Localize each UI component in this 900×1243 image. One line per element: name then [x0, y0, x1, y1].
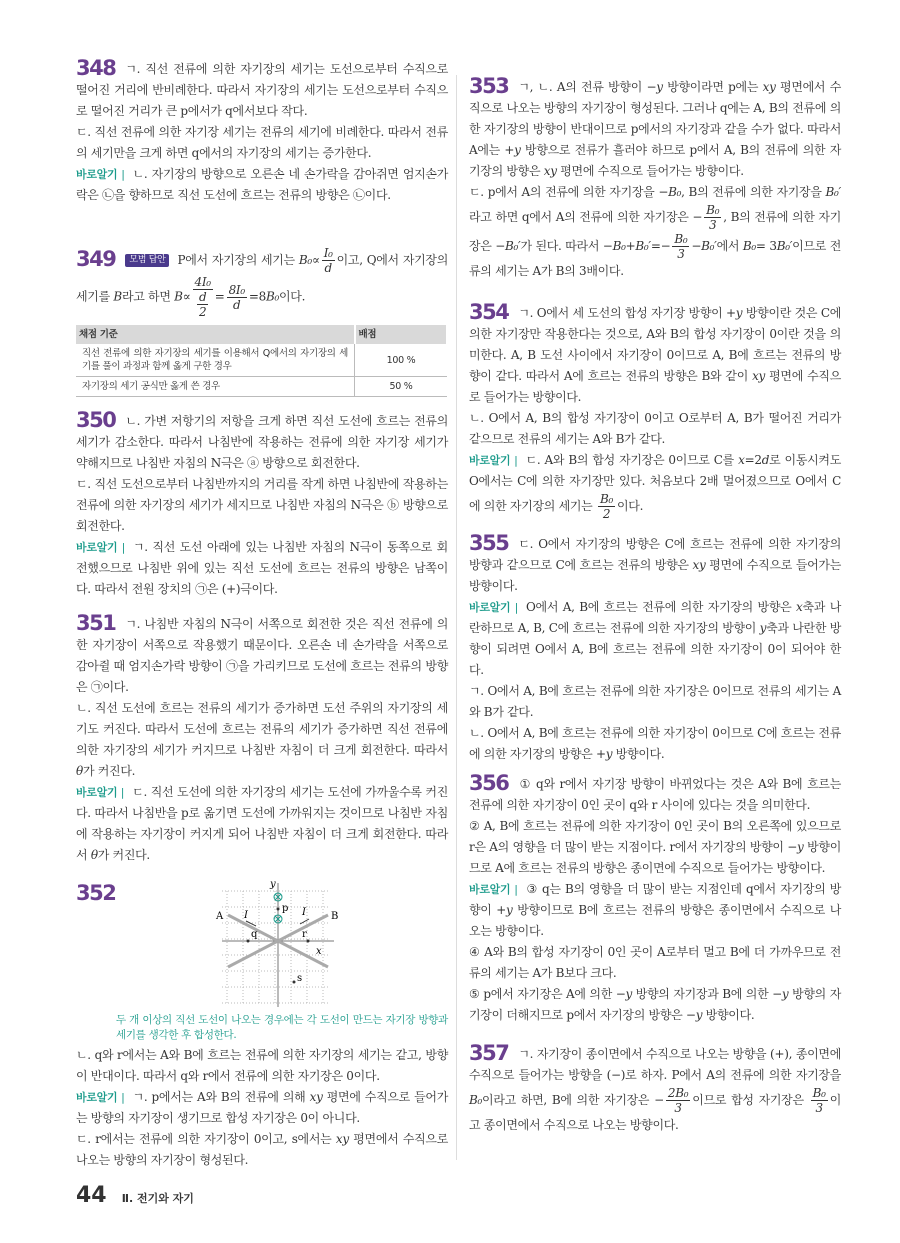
table-header: 배점 [355, 325, 448, 344]
math-variable: y [514, 143, 521, 157]
text-run: ㄷ. 직선 도선으로부터 나침반까지의 거리를 작게 하면 나침반에 작용하는 전류에 의한 자기장의 세기가 세지므로 나침반 자침의 N극은 ⓑ 방향으로 회전한다. [76, 477, 448, 533]
answer-paragraph [469, 76, 841, 182]
math-variable: xy [543, 164, 557, 178]
problem-355 [469, 533, 841, 765]
fraction [811, 1086, 828, 1115]
text-run: ㄴ. 직선 도선에 흐르는 전류의 세기가 증가하면 도선 주위의 자기장의 세기도 커진다. 따라서 도선에 흐르는 전류의 세기가 증가하면 직선 전류에 의한 자기장의 세기가 커지므로 나침반 자침이 더 크게 회전한다. 따라서 [76, 701, 448, 757]
text-run: =2 [744, 453, 762, 467]
text-run: ③ q는 B의 영향을 더 많이 받는 지점인데 q에서 자기장의 방향이 + [469, 882, 841, 917]
text-run: 방향의 자기장이 더해지므로 p에서 자기장의 방향은 − [469, 987, 841, 1022]
answer-paragraph [469, 816, 841, 879]
text-run: ㄱ. p에서는 A와 B의 전류에 의해 [132, 1090, 310, 1104]
text-run: 이고 종이면에서 수직으로 나오는 방향이다. [469, 1093, 841, 1132]
numerator: B₀ [599, 492, 614, 506]
answer-paragraph [76, 122, 448, 164]
text-run: ㄱ, ㄴ. A의 전류 방향이 − [518, 80, 657, 94]
text-run: 이므로 전류의 세기는 A가 B의 3배이다. [469, 239, 842, 278]
answer-paragraph [469, 1043, 841, 1136]
text-run: 가 커진다. [82, 764, 136, 778]
table-cell: 자기장의 세기 공식만 옳게 쓴 경우 [76, 377, 355, 397]
math-variable: B₀′ [505, 239, 521, 253]
problem-356 [469, 773, 841, 1026]
correction-label: 바로알기 | [469, 454, 518, 467]
text-run: ㄱ. 직선 도선 아래에 있는 나침반 자침의 N극이 동쪽으로 회전했으므로 나침반 위에 있는 직선 도선에 흐르는 전류의 방향은 남쪽이다. 따라서 전원 장치의 ㉠은 (+)극이다. [76, 540, 448, 596]
text-run: 가 커진다. [97, 848, 150, 862]
text-run: =− [650, 239, 671, 253]
numerator: B₀ [674, 232, 688, 246]
denominator: 3 [815, 1101, 823, 1115]
text-run: ㄴ. 자기장의 방향으로 오른손 네 손가락을 감아쥐면 엄지손가락은 ㉡을 향하므로 직선 도선에 흐르는 전류의 방향은 ㉡이다. [76, 167, 448, 202]
wire-diagram [76, 879, 448, 1009]
text-run: 이고, Q에서 자기장의 세기를 [76, 253, 448, 304]
table-row [76, 344, 447, 377]
problem-number: 354 [469, 300, 509, 324]
numerator: d [198, 290, 207, 304]
label-y: y [270, 879, 276, 890]
text-run: + [625, 239, 636, 253]
math-variable: B₀ [612, 239, 626, 253]
math-variable: B₀ [469, 1093, 483, 1107]
text-run: ㄱ. 자기장이 종이면에서 수직으로 나오는 방향을 (+), 종이면에 수직으로 들어가는 방향을 (−)로 하자. P에서 A의 전류에 의한 자기장을 [469, 1047, 841, 1082]
text-run: 평면에서 수직으로 나오는 방향의 자기장이 형성된다. 그러나 q에는 A, B의 전류에 의한 자기장의 방향이 반대이므로 p에서의 자기장과 같을 수가 없다. 따라서 A에는 + [469, 80, 841, 157]
math-variable: y [781, 987, 789, 1001]
table-cell: 직선 전류에 의한 자기장의 세기를 이용해서 Q에서의 자기장의 세기를 풀이 과정과 함께 옳게 구한 경우 [76, 344, 355, 377]
math-variable: xy [752, 369, 766, 383]
answer-paragraph [469, 723, 841, 765]
text-run: 방향의 자기장과 B에 의한 − [631, 987, 782, 1001]
math-variable: θ [76, 764, 83, 778]
numerator: B₀ [812, 1086, 826, 1100]
label-x: x [316, 946, 322, 957]
label-A: A [216, 911, 223, 922]
math-variable: B₀ [668, 185, 682, 199]
text-run: ∝ [311, 253, 320, 267]
problem-number: 355 [469, 531, 509, 555]
fraction [193, 275, 213, 319]
answer-paragraph [469, 984, 841, 1026]
problem-349 [76, 246, 448, 397]
table-cell: 50 % [355, 377, 448, 397]
text-run: 방향이다. [612, 747, 665, 761]
numerator: 2B₀ [667, 1086, 689, 1100]
answer-paragraph [469, 773, 841, 816]
text-run: 라고 하면 [121, 289, 175, 304]
math-variable: y [625, 987, 632, 1001]
math-variable: B₀ [298, 253, 312, 267]
problem-number: 353 [469, 74, 509, 98]
text-run: 이라고 하면, B에 의한 자기장은 − [482, 1093, 664, 1107]
page-number: 44 [76, 1183, 107, 1208]
denominator [193, 290, 213, 319]
text-run: ① q와 r에서 자기장 방향이 바뀌었다는 것은 A와 B에 흐르는 전류에 의한 자기장이 0인 곳이 q와 r 사이에 있다는 것을 의미한다. [469, 777, 841, 812]
text-run: ㄷ. 직선 도선에 의한 자기장의 세기는 도선에 가까울수록 커진다. 따라서 나침반을 p로 옮기면 도선에 가까워지는 것이므로 나침반 자침에 작용하는 자기장이 커지게 되어 나침반 자침이 더 크게 회전한다. 따라서 [76, 785, 448, 862]
table-header-row [76, 325, 447, 344]
text-run: ② A, B에 흐르는 전류에 의한 자기장이 0인 곳이 B의 오른쪽에 있으므로 r은 A의 영향을 더 많이 받는 지점이다. r에서 자기장의 방향이 − [469, 819, 841, 854]
answer-paragraph [76, 613, 448, 698]
answer-paragraph [76, 164, 448, 206]
text-run: ⑤ p에서 자기장은 A에 의한 − [469, 987, 626, 1001]
text-run: 이므로 합성 자기장은 [692, 1093, 809, 1107]
denominator: d [324, 261, 332, 275]
denominator: d [233, 297, 241, 312]
problem-357 [469, 1043, 841, 1136]
text-run: 평면에 수직으로 들어가는 방향이다. [469, 369, 841, 404]
table-cell: 100 % [355, 344, 448, 377]
table-row [76, 377, 447, 397]
answer-paragraph [76, 782, 448, 866]
answer-paragraph [469, 533, 841, 597]
denominator: 2 [602, 507, 611, 521]
problem-number: 352 [76, 881, 116, 905]
answer-paragraph [469, 408, 841, 450]
correction-label: 바로알기 | [76, 168, 125, 181]
label-p: p [282, 903, 289, 914]
numerator: I₀ [323, 246, 333, 260]
math-variable: B₀′ [825, 185, 841, 199]
problem-351 [76, 613, 448, 866]
point-marker [247, 940, 250, 943]
text-run: = [214, 289, 225, 304]
math-variable: xy [762, 80, 776, 94]
math-variable: B₀′ [635, 239, 651, 253]
math-variable: θ [90, 848, 98, 862]
math-variable: x [738, 453, 745, 467]
math-variable: y [605, 747, 613, 761]
text-run: 축과 나란하므로 A, B, C에 흐르는 전류에 의한 자기장의 방향이 [469, 600, 841, 635]
math-variable: B₀ [742, 239, 756, 253]
correction-label: 바로알기 | [76, 541, 125, 554]
denominator: 3 [709, 218, 717, 232]
text-run: 로 이동시켜도 O에서는 C에 의한 자기장만 있다. 처음보다 2배 멀어졌으므로 O에서 C에 의한 자기장의 세기는 [469, 453, 841, 513]
text-run: ㄷ. 직선 전류에 의한 자기장 세기는 전류의 세기에 비례한다. 따라서 전류의 세기만을 크게 하면 q에서의 자기장의 세기는 증가한다. [76, 125, 448, 160]
problem-number: 356 [469, 771, 509, 795]
math-variable: d [761, 453, 770, 467]
answer-paragraph [76, 1045, 448, 1087]
label-I1: I [244, 910, 248, 921]
label-I2: I [302, 907, 306, 918]
text-run: O에서 A, B에 흐르는 전류에 의한 자기장의 방향은 [526, 600, 797, 614]
text-run: ㄱ. 직선 전류에 의한 자기장의 세기는 도선으로부터 수직으로 떨어진 거리에 반비례한다. 따라서 자기장의 세기는 도선으로부터 수직으로 떨어진 거리가 큰 p에서가 q에서보다 작다. [76, 62, 448, 118]
text-run: ㄷ. p에서 A의 전류에 의한 자기장을 − [469, 185, 669, 199]
answer-paragraph [76, 474, 448, 537]
problem-number: 349 [76, 247, 116, 271]
problem-353 [469, 76, 841, 282]
point-marker [277, 908, 280, 911]
math-variable: y [656, 80, 663, 94]
model-answer-badge: 모범 답안 [125, 254, 169, 267]
text-run: P에서 자기장의 세기는 [177, 253, 299, 267]
answer-paragraph [76, 58, 448, 122]
text-run: 평면에서 수직으로 나오는 방향의 자기장이 형성된다. [76, 1132, 448, 1167]
numerator: B₀ [706, 203, 720, 217]
denominator: 3 [677, 247, 685, 261]
text-run: 방향이므로 A에 흐르는 전류의 방향은 종이면에 수직으로 들어가는 방향이다. [469, 840, 841, 875]
answer-paragraph [76, 410, 448, 474]
answer-paragraph [469, 302, 841, 408]
text-run: ㄷ. O에서 자기장의 방향은 C에 흐르는 전류에 의한 자기장의 방향과 같으므로 C에 흐르는 전류의 방향은 [469, 537, 841, 572]
page-footer [76, 1183, 194, 1208]
math-variable: y [735, 306, 743, 320]
text-run: 라고 하면 q에서 A의 전류에 의한 자기장은 − [469, 210, 703, 224]
text-run: ㄷ. A와 B의 합성 자기장은 0이므로 C를 [525, 453, 739, 467]
text-run: 방향이라면 p에는 [662, 80, 763, 94]
fraction [598, 492, 615, 521]
correction-label: 바로알기 | [469, 883, 518, 896]
text-run: 에서 [716, 239, 743, 253]
text-run: 평면에 수직으로 들어가는 방향이다. [556, 164, 744, 178]
numerator: 8I₀ [228, 282, 245, 297]
text-run: 방향이란 것은 C에 의한 자기장만 작용한다는 것으로, A와 B의 합성 자기장이 0이란 것을 의미한다. A, B 도선 사이에서 자기장이 0이므로 A, B에 흐르는 전류의 방향이 같다. 따라서 A에 흐르는 전류의 방향은 B와 같이 [469, 306, 841, 383]
math-variable: B₀ [265, 289, 279, 304]
math-variable: xy [335, 1132, 349, 1146]
label-B: B [331, 911, 339, 922]
problem-350 [76, 410, 448, 600]
math-variable: B [174, 289, 183, 304]
text-run: ㄴ. O에서 A, B에 흐르는 전류에 의한 자기장이 0이므로 C에 흐르는 전류에 의한 자기장의 방향은 + [469, 726, 841, 761]
problem-348 [76, 58, 448, 206]
answer-paragraph [469, 681, 841, 723]
math-variable: B [113, 289, 122, 304]
math-variable: xy [692, 558, 706, 572]
math-variable: y [759, 621, 767, 635]
text-run: ㄴ. 가변 저항기의 저항을 크게 하면 직선 도선에 흐르는 전류의 세기가 감소한다. 따라서 나침반에 작용하는 전류에 의한 자기장 세기가 약해지므로 나침반 자침의 N극은 ⓐ 방향으로 회전한다. [76, 414, 448, 470]
answer-paragraph [76, 1087, 448, 1129]
text-run: ㄴ. O에서 A, B의 합성 자기장이 0이고 O로부터 A, B가 떨어진 거리가 같으므로 전류의 세기는 A와 B가 같다. [469, 411, 841, 446]
text-run: 방향으로 전류가 흘러야 하므로 p에서 A, B의 전류에 의한 자기장의 방향은 [469, 143, 841, 178]
answer-paragraph [469, 597, 841, 681]
text-run: 평면에 수직으로 들어가는 방향이다. [469, 558, 841, 593]
text-run: ④ A와 B의 합성 자기장이 0인 곳이 A로부터 멀고 B에 더 가까우므로 전류의 세기는 A가 B보다 크다. [469, 945, 841, 980]
answer-paragraph [469, 942, 841, 984]
text-run: , B의 전류에 의한 자기장은 − [469, 210, 841, 253]
math-variable: xy [309, 1090, 323, 1104]
point-marker [307, 940, 310, 943]
fraction [322, 246, 335, 275]
numerator: 4I₀ [194, 275, 211, 289]
problem-number: 350 [76, 408, 116, 432]
text-run: 이다. [278, 289, 306, 304]
text-run: 방향이므로 B에 흐르는 전류의 방향은 종이면에서 수직으로 나오는 방향이다. [469, 903, 841, 938]
problem-number: 357 [469, 1041, 509, 1065]
text-run: ㄱ. O에서 세 도선의 합성 자기장 방향이 + [518, 306, 736, 320]
answer-paragraph [469, 450, 841, 521]
text-run: , B의 전류에 의한 자기장을 [681, 185, 826, 199]
text-run: 방향이다. [702, 1008, 755, 1022]
answer-paragraph [76, 1129, 448, 1171]
text-run: 가 된다. 따라서 − [520, 239, 613, 253]
answer-paragraph [469, 182, 841, 282]
text-run: ㄷ. r에서는 전류에 의한 자기장이 0이고, s에서는 [76, 1132, 336, 1146]
problem-352 [76, 879, 448, 1171]
table-header: 채점 기준 [76, 325, 355, 344]
text-run: ㄱ. O에서 A, B에 흐르는 전류에 의한 자기장은 0이므로 전류의 세기는 A와 B가 같다. [469, 684, 841, 719]
label-r: r [302, 929, 307, 940]
correction-label: 바로알기 | [469, 601, 518, 614]
math-variable: y [695, 1008, 703, 1022]
answer-paragraph [76, 246, 448, 319]
text-run: 평면에 수직으로 들어가는 방향의 자기장이 생기므로 합성 자기장은 0이 아니다. [76, 1090, 448, 1125]
text-run: 축과 나란한 방향이 되려면 O에서 A, B에 흐르는 전류에 의한 자기장이 0이 되어야 한다. [469, 621, 841, 677]
text-run: 이다. [617, 499, 644, 513]
fraction [197, 290, 208, 319]
answer-paragraph [76, 698, 448, 782]
math-variable: B₀′ [776, 239, 793, 253]
label-q: q [251, 929, 258, 940]
text-run: = 3 [755, 239, 777, 253]
answer-paragraph [76, 537, 448, 600]
correction-label: 바로알기 | [76, 786, 124, 799]
problem-number: 348 [76, 56, 116, 80]
column-divider [456, 75, 457, 1160]
fraction [672, 232, 689, 261]
chapter-title: Ⅱ. 전기와 자기 [121, 1192, 194, 1205]
correction-label: 바로알기 | [76, 1091, 125, 1104]
denominator: 2 [198, 305, 207, 319]
problem-354 [469, 302, 841, 521]
answer-paragraph [469, 879, 841, 942]
problem-number: 351 [76, 611, 116, 635]
label-s: s [297, 973, 302, 984]
current-arrow-b [300, 919, 309, 924]
fraction [227, 283, 247, 312]
text-run: ㄴ. q와 r에서는 A와 B에 흐르는 전류에 의한 자기장의 세기는 같고, 방향이 반대이다. 따라서 q와 r에서 전류에 의한 자기장은 0이다. [76, 1048, 448, 1083]
denominator: 3 [674, 1101, 682, 1115]
tip-note: 두 개 이상의 직선 도선이 나오는 경우에는 각 도선이 만드는 자기장 방향과 세기를 생각한 후 합성한다. [116, 1014, 448, 1041]
text-run: =8 [248, 289, 266, 304]
text-run: ∝ [182, 289, 191, 304]
text-run: ㄱ. 나침반 자침의 N극이 서쪽으로 회전한 것은 직선 전류에 의한 자기장이 서쪽으로 작용했기 때문이다. 오른손 네 손가락을 서쪽으로 감아쥘 때 엄지손가락 방향이 ㉠을 가리키므로 도선에 흐르는 전류의 방향은 ㉠이다. [76, 617, 448, 694]
math-variable: y [797, 840, 804, 854]
math-variable: x [796, 600, 803, 614]
fraction [666, 1086, 690, 1115]
math-variable: B₀′ [701, 239, 717, 253]
fraction [704, 203, 721, 232]
text-run: − [691, 239, 702, 253]
point-marker [293, 981, 296, 984]
math-variable: y [506, 903, 513, 917]
scoring-table [76, 325, 448, 397]
